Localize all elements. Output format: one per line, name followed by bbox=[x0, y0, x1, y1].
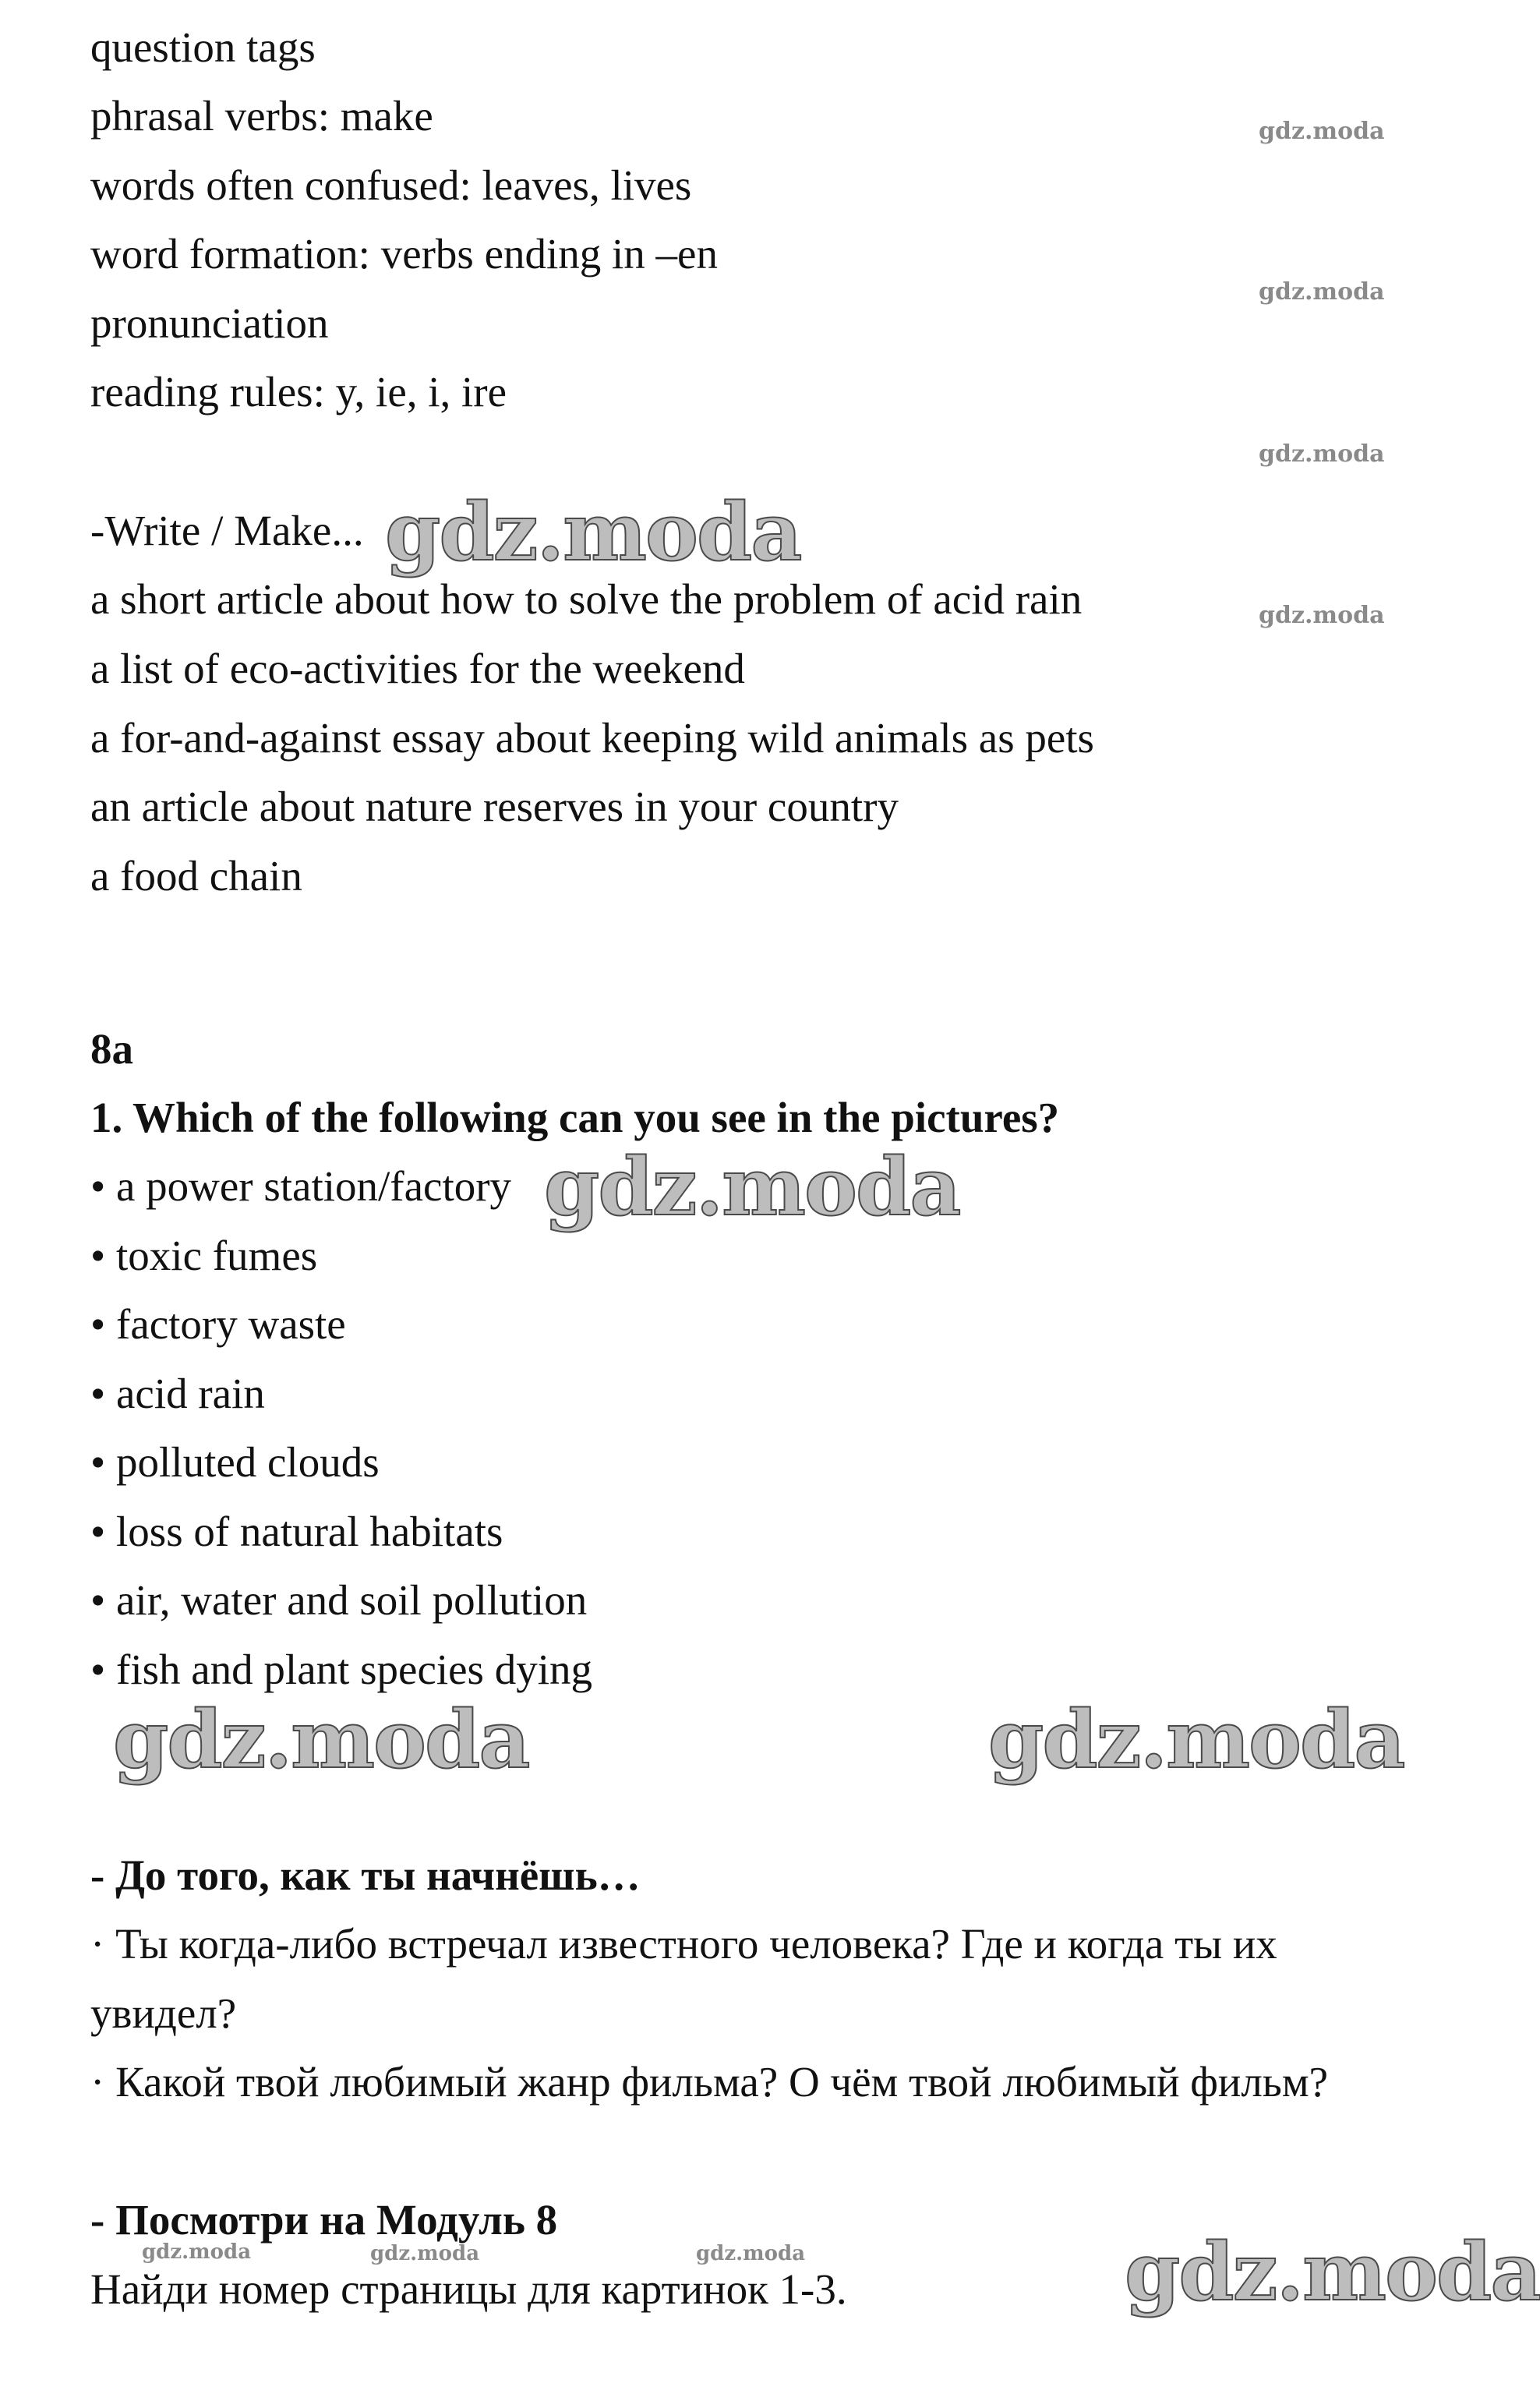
topic-line-words-confused: words often confused: leaves, lives bbox=[90, 161, 692, 209]
write-make-item-essay: a for-and-against essay about keeping wild animals as pets bbox=[90, 714, 1094, 762]
exercise-1-question: 1. Which of the following can you see in the pictures? bbox=[90, 1094, 1060, 1141]
bullet-polluted-clouds: • polluted clouds bbox=[90, 1438, 380, 1486]
bullet-loss-of-habitats: • loss of natural habitats bbox=[90, 1508, 503, 1555]
watermark-tiny: gdz.moda bbox=[696, 2242, 806, 2265]
bullet-species-dying: • fish and plant species dying bbox=[90, 1646, 592, 1693]
write-make-item-article-acid-rain: a short article about how to solve the problem of acid rain bbox=[90, 575, 1083, 623]
topic-line-pronunciation: pronunciation bbox=[90, 299, 329, 347]
topic-line-question-tags: question tags bbox=[90, 23, 316, 71]
watermark-tiny: gdz.moda bbox=[142, 2240, 252, 2264]
before-start-question-1: · Ты когда-либо встречал известного человека? Где и когда ты их bbox=[90, 1920, 1277, 1968]
bullet-factory-waste: • factory waste bbox=[90, 1300, 346, 1348]
write-make-heading: -Write / Make... bbox=[90, 507, 364, 554]
before-start-question-1-cont: увидел? bbox=[90, 1989, 237, 2037]
write-make-item-eco-activities: a list of eco-activities for the weekend bbox=[90, 645, 745, 692]
before-start-question-2: · Какой твой любимый жанр фильма? О чём твой любимый фильм? bbox=[90, 2058, 1329, 2106]
bullet-pollution: • air, water and soil pollution bbox=[90, 1576, 588, 1624]
topic-line-reading-rules: reading rules: y, ie, i, ire bbox=[90, 368, 507, 415]
watermark-tiny: gdz.moda bbox=[370, 2242, 480, 2265]
bullet-power-station: • a power station/factory bbox=[90, 1162, 512, 1210]
watermark-small: gdz.moda bbox=[1259, 440, 1385, 468]
write-make-item-nature-reserves: an article about nature reserves in your country bbox=[90, 783, 899, 830]
write-make-item-food-chain: a food chain bbox=[90, 852, 302, 900]
module-8-instruction: Найди номер страницы для картинок 1-3. bbox=[90, 2265, 847, 2313]
watermark-small: gdz.moda bbox=[1259, 602, 1385, 629]
bullet-toxic-fumes: • toxic fumes bbox=[90, 1232, 318, 1279]
bullet-acid-rain: • acid rain bbox=[90, 1370, 265, 1417]
topic-line-phrasal-verbs: phrasal verbs: make bbox=[90, 92, 433, 140]
watermark-large: gdz.moda bbox=[113, 1693, 529, 1787]
watermark-large: gdz.moda bbox=[1125, 2226, 1540, 2319]
module-8-heading: - Посмотри на Модуль 8 bbox=[90, 2196, 558, 2244]
watermark-small: gdz.moda bbox=[1259, 278, 1385, 306]
watermark-large: gdz.moda bbox=[988, 1693, 1404, 1787]
watermark-large: gdz.moda bbox=[544, 1140, 960, 1234]
topic-line-word-formation: word formation: verbs ending in –en bbox=[90, 230, 718, 278]
watermark-small: gdz.moda bbox=[1259, 118, 1385, 145]
before-start-heading: - До того, как ты начнёшь… bbox=[90, 1851, 641, 1899]
section-label-8a: 8a bbox=[90, 1025, 133, 1073]
watermark-large: gdz.moda bbox=[385, 486, 801, 579]
